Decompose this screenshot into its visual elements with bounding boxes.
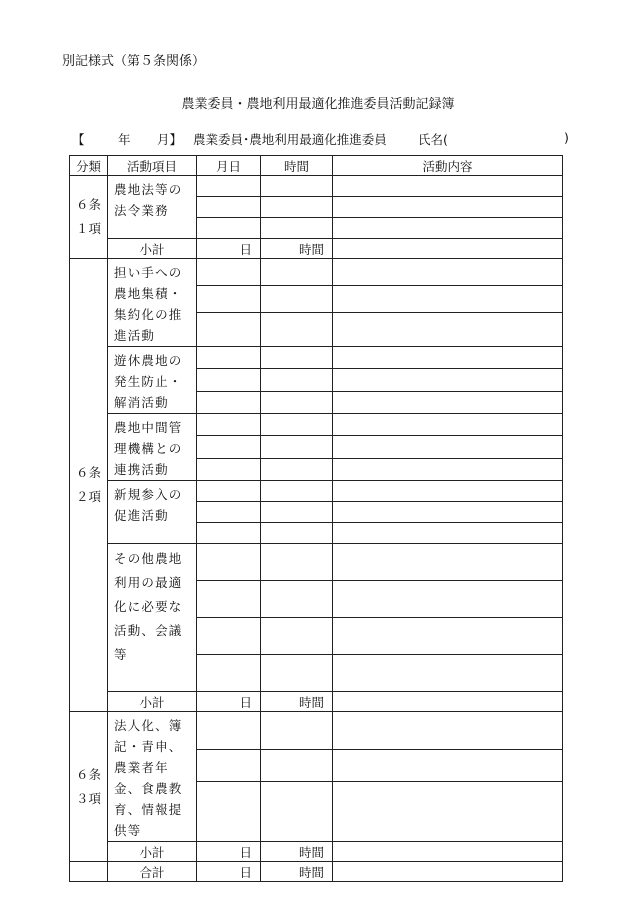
date-cell[interactable] bbox=[197, 197, 261, 218]
document-title: 農業委員・農地利用最適化推進委員活動記録簿 bbox=[181, 97, 455, 112]
content-cell[interactable] bbox=[333, 581, 563, 618]
total-category bbox=[70, 862, 108, 882]
total-hours: 時間 bbox=[261, 862, 333, 882]
content-cell[interactable] bbox=[333, 286, 563, 313]
date-cell[interactable] bbox=[197, 436, 261, 458]
date-cell[interactable] bbox=[197, 712, 261, 750]
subtotal-hours: 時間 bbox=[261, 692, 333, 712]
category-6-2: ６条 ２項 bbox=[70, 259, 108, 712]
content-cell[interactable] bbox=[333, 414, 563, 436]
subtotal-content[interactable] bbox=[333, 692, 563, 712]
date-cell[interactable] bbox=[197, 502, 261, 523]
content-cell[interactable] bbox=[333, 259, 563, 286]
hours-cell[interactable] bbox=[261, 581, 333, 618]
hours-cell[interactable] bbox=[261, 502, 333, 523]
form-reference: 別記様式（第５条関係） bbox=[62, 54, 206, 69]
content-cell[interactable] bbox=[333, 712, 563, 750]
activity-other: その他農地 利用の最適 化に必要な 活動、会議 等 bbox=[108, 544, 197, 692]
content-cell[interactable] bbox=[333, 502, 563, 523]
date-cell[interactable] bbox=[197, 581, 261, 618]
hours-cell[interactable] bbox=[261, 544, 333, 581]
content-cell[interactable] bbox=[333, 544, 563, 581]
hours-cell[interactable] bbox=[261, 414, 333, 436]
hours-cell[interactable] bbox=[261, 749, 333, 781]
content-cell[interactable] bbox=[333, 197, 563, 218]
col-content: 活動内容 bbox=[333, 156, 563, 176]
date-cell[interactable] bbox=[197, 347, 261, 369]
col-date: 月日 bbox=[197, 156, 261, 176]
subtotal-row-6-2 bbox=[70, 692, 563, 712]
header-row bbox=[70, 156, 563, 176]
total-label: 合計 bbox=[108, 862, 197, 882]
content-cell[interactable] bbox=[333, 218, 563, 239]
hours-cell[interactable] bbox=[261, 458, 333, 480]
total-row bbox=[70, 862, 563, 882]
hours-cell[interactable] bbox=[261, 712, 333, 750]
activity-idle-land: 遊休農地の 発生防止・ 解消活動 bbox=[108, 347, 197, 414]
subtotal-days: 日 bbox=[197, 692, 261, 712]
content-cell[interactable] bbox=[333, 436, 563, 458]
date-cell[interactable] bbox=[197, 286, 261, 313]
hours-cell[interactable] bbox=[261, 781, 333, 841]
subtotal-label: 小計 bbox=[108, 692, 197, 712]
content-cell[interactable] bbox=[333, 391, 563, 413]
role-label: 農業委員･農地利用最適化推進委員 bbox=[193, 132, 387, 147]
date-cell[interactable] bbox=[197, 458, 261, 480]
hours-cell[interactable] bbox=[261, 618, 333, 655]
content-cell[interactable] bbox=[333, 523, 563, 544]
hours-cell[interactable] bbox=[261, 176, 333, 197]
content-cell[interactable] bbox=[333, 458, 563, 480]
date-cell[interactable] bbox=[197, 259, 261, 286]
date-cell[interactable] bbox=[197, 391, 261, 413]
subtotal-hours: 時間 bbox=[261, 239, 333, 259]
subtotal-days: 日 bbox=[197, 239, 261, 259]
total-days: 日 bbox=[197, 862, 261, 882]
subtotal-row-6-1 bbox=[70, 239, 563, 259]
name-label: 氏名( bbox=[418, 132, 448, 147]
activity-log-table bbox=[69, 155, 563, 882]
hours-cell[interactable] bbox=[261, 218, 333, 239]
date-cell[interactable] bbox=[197, 544, 261, 581]
total-content[interactable] bbox=[333, 862, 563, 882]
col-category: 分類 bbox=[70, 156, 108, 176]
hours-cell[interactable] bbox=[261, 347, 333, 369]
hours-cell[interactable] bbox=[261, 391, 333, 413]
date-cell[interactable] bbox=[197, 369, 261, 391]
activity-consolidation: 担い手への 農地集積・ 集約化の推 進活動 bbox=[108, 259, 197, 347]
activity-intermediary: 農地中間管 理機構との 連携活動 bbox=[108, 414, 197, 481]
hours-cell[interactable] bbox=[261, 197, 333, 218]
col-activity: 活動項目 bbox=[108, 156, 197, 176]
date-cell[interactable] bbox=[197, 218, 261, 239]
name-close: ) bbox=[564, 130, 569, 145]
date-cell[interactable] bbox=[197, 176, 261, 197]
subtotal-row-6-3 bbox=[70, 842, 563, 862]
content-cell[interactable] bbox=[333, 176, 563, 197]
subtotal-label: 小計 bbox=[108, 842, 197, 862]
content-cell[interactable] bbox=[333, 618, 563, 655]
date-cell[interactable] bbox=[197, 481, 261, 502]
subtotal-hours: 時間 bbox=[261, 842, 333, 862]
subtotal-label: 小計 bbox=[108, 239, 197, 259]
date-cell[interactable] bbox=[197, 618, 261, 655]
hours-cell[interactable] bbox=[261, 369, 333, 391]
month-label: 月】 bbox=[157, 132, 183, 147]
hours-cell[interactable] bbox=[261, 523, 333, 544]
content-cell[interactable] bbox=[333, 749, 563, 781]
col-hours: 時間 bbox=[261, 156, 333, 176]
hours-cell[interactable] bbox=[261, 259, 333, 286]
hours-cell[interactable] bbox=[261, 481, 333, 502]
content-cell[interactable] bbox=[333, 313, 563, 347]
activity-incorporation: 法人化、簿 記・青申、 農業者年 金、食農教 育、情報提 供等 bbox=[108, 712, 197, 842]
subtotal-content[interactable] bbox=[333, 239, 563, 259]
bracket-open: 【 bbox=[72, 132, 85, 147]
content-cell[interactable] bbox=[333, 481, 563, 502]
date-cell[interactable] bbox=[197, 781, 261, 841]
meta-line bbox=[0, 130, 630, 150]
date-cell[interactable] bbox=[197, 655, 261, 692]
content-cell[interactable] bbox=[333, 369, 563, 391]
year-label: 年 bbox=[118, 132, 131, 147]
date-cell[interactable] bbox=[197, 313, 261, 347]
category-6-3: ６条 ３項 bbox=[70, 712, 108, 862]
content-cell[interactable] bbox=[333, 347, 563, 369]
content-cell[interactable] bbox=[333, 655, 563, 692]
hours-cell[interactable] bbox=[261, 436, 333, 458]
subtotal-content[interactable] bbox=[333, 842, 563, 862]
category-6-1: ６条 １項 bbox=[70, 176, 108, 259]
hours-cell[interactable] bbox=[261, 313, 333, 347]
activity-new-entry: 新規参入の 促進活動 bbox=[108, 481, 197, 544]
subtotal-days: 日 bbox=[197, 842, 261, 862]
hours-cell[interactable] bbox=[261, 286, 333, 313]
activity-legal-work: 農地法等の 法令業務 bbox=[108, 176, 197, 239]
date-cell[interactable] bbox=[197, 523, 261, 544]
hours-cell[interactable] bbox=[261, 655, 333, 692]
date-cell[interactable] bbox=[197, 749, 261, 781]
date-cell[interactable] bbox=[197, 414, 261, 436]
content-cell[interactable] bbox=[333, 781, 563, 841]
